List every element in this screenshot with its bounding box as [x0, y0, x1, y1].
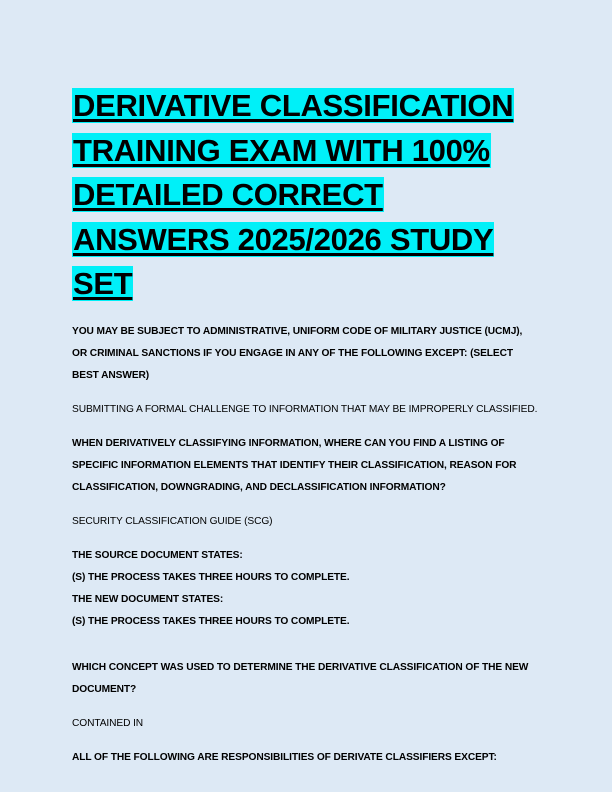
spacer: [72, 645, 540, 657]
question-4: ALL OF THE FOLLOWING ARE RESPONSIBILITIES OF DERIVATE CLASSIFIERS EXCEPT:: [72, 751, 497, 763]
context-line: THE NEW DOCUMENT STATES:: [72, 593, 224, 605]
context-line: (S) THE PROCESS TAKES THREE HOURS TO COMPLETE.: [72, 615, 350, 627]
answer-2: SECURITY CLASSIFICATION GUIDE (SCG): [72, 515, 273, 527]
answer-3: CONTAINED IN: [72, 717, 144, 729]
answer-1: SUBMITTING A FORMAL CHALLENGE TO INFORMATION THAT MAY BE IMPROPERLY CLASSIFIED.: [72, 403, 538, 415]
question-1: YOU MAY BE SUBJECT TO ADMINISTRATIVE, UNIFORM CODE OF MILITARY JUSTICE (UCMJ), OR CRIMINAL SANCTIONS IF YOU ENGAGE IN ANY OF THE FOLLOWING EXCEPT: (SELECT BEST ANSWER): [72, 325, 523, 381]
document-title: [72, 84, 540, 307]
question-2: WHEN DERIVATIVELY CLASSIFYING INFORMATION, WHERE CAN YOU FIND A LISTING OF SPECIFIC INFORMATION ELEMENTS THAT IDENTIFY THEIR CLASSIFICATION, REASON FOR CLASSIFICATION, DOWNGRADING, AND DECLASSIFICATION INFORMATION?: [72, 437, 517, 493]
question-3-context: [72, 545, 540, 633]
title-highlight: DERIVATIVE CLASSIFICATION TRAINING EXAM WITH 100% DETAILED CORRECT ANSWERS 2025/2026 STUDY SET: [73, 88, 514, 301]
context-line: THE SOURCE DOCUMENT STATES:: [72, 549, 243, 561]
context-line: (S) THE PROCESS TAKES THREE HOURS TO COMPLETE.: [72, 571, 350, 583]
question-3: WHICH CONCEPT WAS USED TO DETERMINE THE DERIVATIVE CLASSIFICATION OF THE NEW DOCUMENT?: [72, 661, 529, 695]
